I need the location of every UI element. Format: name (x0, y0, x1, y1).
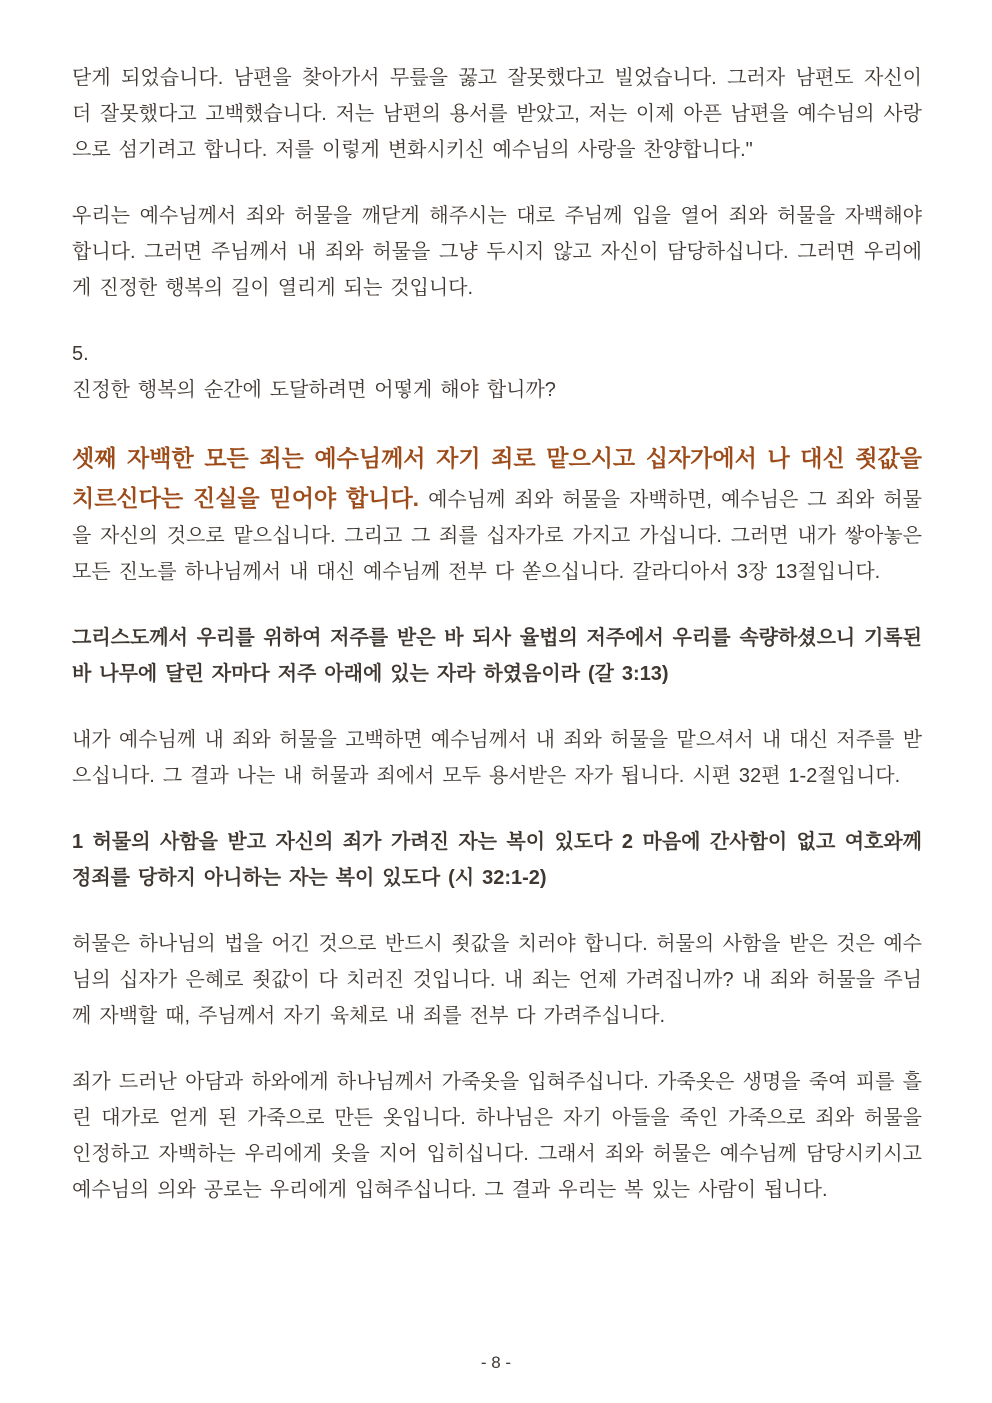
paragraph-garments-of-skin: 죄가 드러난 아담과 하와에게 하나님께서 가죽옷을 입혀주십니다. 가죽옷은 생명을 죽여 피를 흘린 대가로 얻게 된 가죽으로 만든 옷입니다. 하나님은 자기 아들을 죽인 가죽으로 죄와 허물을 인정하고 자백하는 우리에게 옷을 지어 입히십니다. 그래서 죄와 허물은 예수님께 담당시키시고 예수님의 의와 공로는 우리에게 입혀주십니다. 그 결과 우리는 복 있는 사람이 됩니다. (72, 1071, 922, 1201)
third-point-continuation: 예수님께 죄와 허물을 자백하면, 예수님은 그 죄와 허물을 자신의 것으로 맡으십니다. 그리고 그 죄를 십자가로 가지고 가십니다. 그러면 내가 쌓아놓은 모든 진노를 하나님께서 내 대신 예수님께 전부 다 쏟으십니다. 갈라디아서 3장 13절입니다. (72, 489, 922, 583)
third-point-emphasis: 셋째 자백한 모든 죄는 예수님께서 자기 죄로 맡으시고 십자가에서 나 대신 죗값을 치르신다는 진실을 믿어야 합니다. (72, 445, 922, 511)
scripture-quote-psalm: 1 허물의 사함을 받고 자신의 죄가 가려진 자는 복이 있도다 2 마음에 간사함이 없고 여호와께 정죄를 당하지 아니하는 자는 복이 있도다 (시 32:1-2) (72, 831, 922, 889)
paragraph-sin-covered: 허물은 하나님의 법을 어긴 것으로 반드시 죗값을 치러야 합니다. 허물의 사함을 받은 것은 예수님의 십자가 은혜로 죗값이 다 치러진 것입니다. 내 죄는 언제 가려집니까? 내 죄와 허물을 주님께 자백할 때, 주님께서 자기 육체로 내 죄를 전부 다 가려주십니다. (72, 933, 922, 1027)
section-5 (72, 336, 922, 408)
section-number: 5. (72, 343, 89, 365)
page-number: - 8 - (480, 1353, 512, 1372)
paragraph-confession-exhortation: 우리는 예수님께서 죄와 허물을 깨닫게 해주시는 대로 주님께 입을 열어 죄와 허물을 자백해야 합니다. 그러면 주님께서 내 죄와 허물을 그냥 두시지 않고 자신이 담당하십니다. 그러면 우리에게 진정한 행복의 길이 열리게 되는 것입니다. (72, 205, 922, 299)
paragraph-testimony-continuation: 닫게 되었습니다. 남편을 찾아가서 무릎을 꿇고 잘못했다고 빌었습니다. 그러자 남편도 자신이 더 잘못했다고 고백했습니다. 저는 남편의 용서를 받았고, 저는 이제 아픈 남편을 예수님의 사랑으로 섬기려고 합니다. 저를 이렇게 변화시키신 예수님의 사랑을 찬양합니다." (72, 67, 922, 161)
section-question: 진정한 행복의 순간에 도달하려면 어떻게 해야 합니까? (72, 379, 556, 401)
scripture-quote-galatians: 그리스도께서 우리를 위하여 저주를 받은 바 되사 율법의 저주에서 우리를 속량하셨으니 기록된 바 나무에 달린 자마다 저주 아래에 있는 자라 하였음이라 (갈 3:13) (72, 627, 922, 685)
paragraph-curse-transferred: 내가 예수님께 내 죄와 허물을 고백하면 예수님께서 내 죄와 허물을 맡으셔서 내 대신 저주를 받으십니다. 그 결과 나는 내 허물과 죄에서 모두 용서받은 자가 됩니다. 시편 32편 1-2절입니다. (72, 729, 922, 787)
paragraph-third-point (72, 438, 922, 590)
